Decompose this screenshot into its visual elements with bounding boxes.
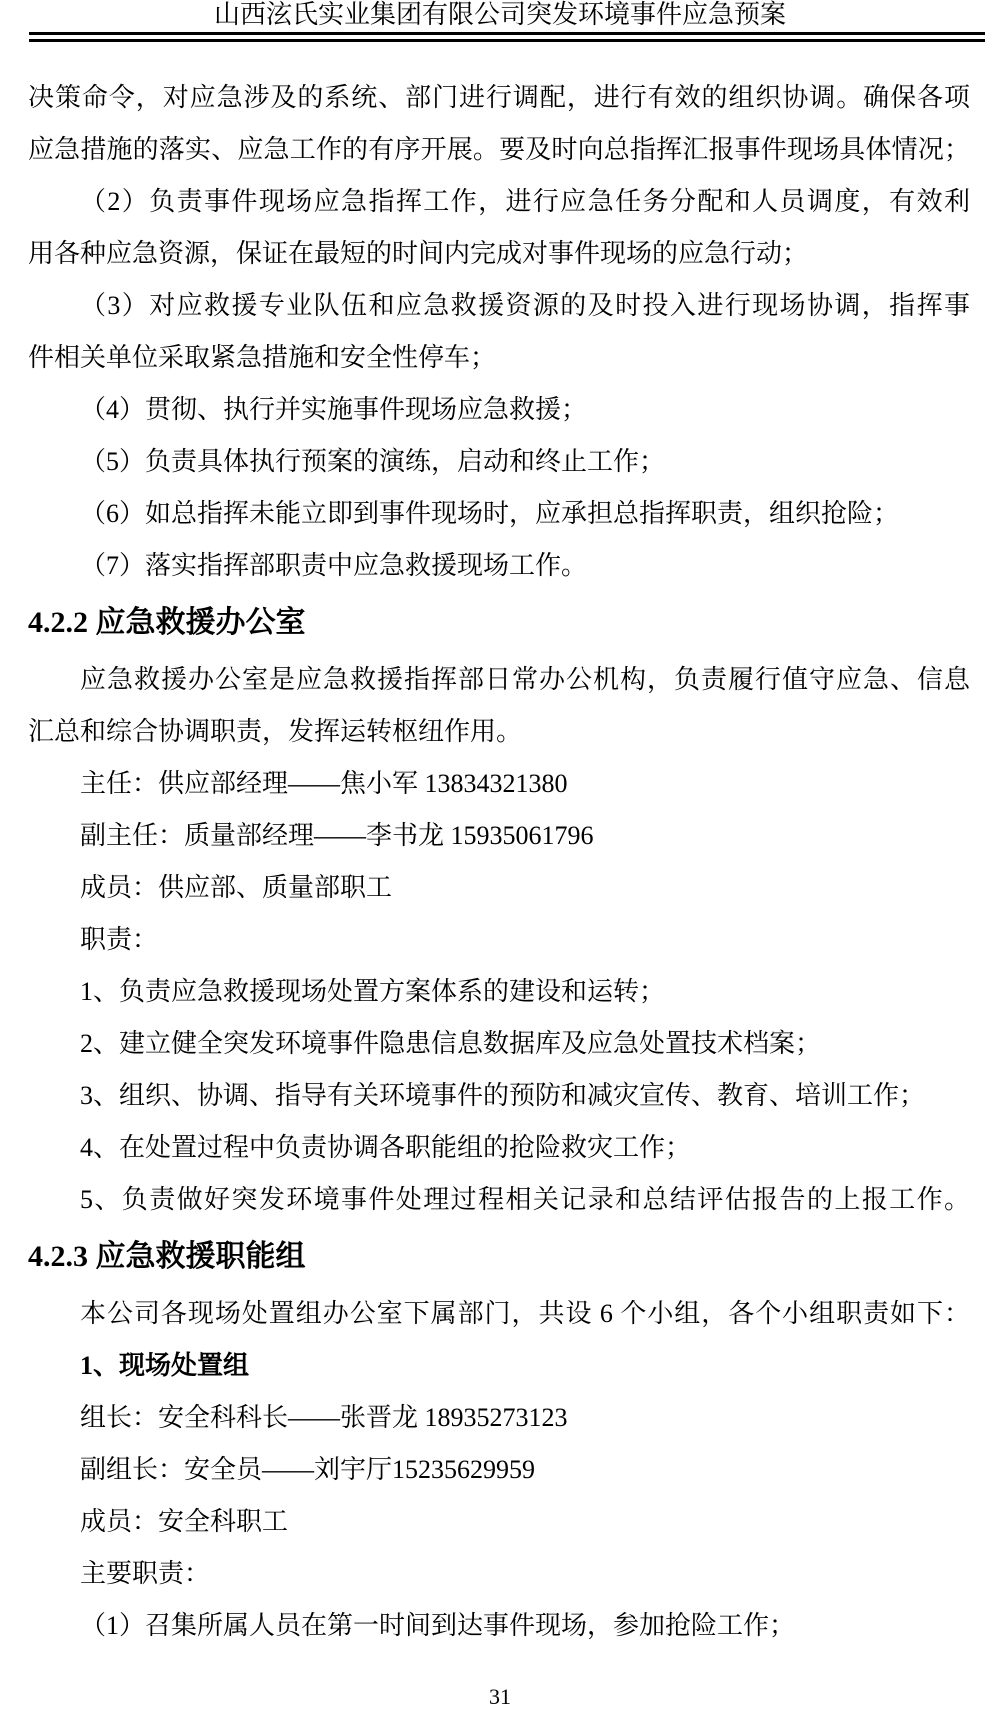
members-line: 成员：供应部、质量部职工 bbox=[80, 873, 393, 902]
page-number: 31 bbox=[489, 1684, 511, 1709]
section-heading-4-2-2: 4.2.2 应急救援办公室 bbox=[28, 606, 306, 639]
header-divider bbox=[29, 32, 985, 42]
duty-item: （1）召集所属人员在第一时间到达事件现场，参加抢险工作； bbox=[80, 1611, 796, 1640]
section-heading-4-2-3: 4.2.3 应急救援职能组 bbox=[28, 1240, 306, 1273]
body-line: 件相关单位采取紧急措施和安全性停车； bbox=[28, 343, 497, 372]
contact-line-director: 主任：供应部经理——焦小军 13834321380 bbox=[80, 769, 568, 798]
body-line: （5）负责具体执行预案的演练，启动和终止工作； bbox=[80, 447, 666, 476]
body-line: （2）负责事件现场应急指挥工作，进行应急任务分配和人员调度，有效利 bbox=[80, 187, 970, 216]
body-line: 本公司各现场处置组办公室下属部门，共设 6 个小组，各个小组职责如下： bbox=[80, 1299, 970, 1328]
body-line: 汇总和综合协调职责，发挥运转枢纽作用。 bbox=[28, 717, 523, 746]
body-line: （3）对应救援专业队伍和应急救援资源的及时投入进行现场协调，指挥事 bbox=[80, 291, 970, 320]
duty-item: 4、在处置过程中负责协调各职能组的抢险救灾工作； bbox=[80, 1133, 692, 1162]
body-line: 应急措施的落实、应急工作的有序开展。要及时向总指挥汇报事件现场具体情况； bbox=[28, 135, 970, 164]
duty-item: 5、负责做好突发环境事件处理过程相关记录和总结评估报告的上报工作。 bbox=[80, 1185, 970, 1214]
duty-item: 3、组织、协调、指导有关环境事件的预防和减灾宣传、教育、培训工作； bbox=[80, 1081, 926, 1110]
contact-line-deputy-leader: 副组长：安全员——刘宇厅15235629959 bbox=[80, 1455, 536, 1484]
body-line: （7）落实指挥部职责中应急救援现场工作。 bbox=[80, 551, 588, 580]
body-line: （4）贯彻、执行并实施事件现场应急救援； bbox=[80, 395, 588, 424]
body-line: 决策命令，对应急涉及的系统、部门进行调配，进行有效的组织协调。确保各项 bbox=[28, 83, 970, 112]
duties-label: 职责： bbox=[80, 925, 159, 954]
page-header-title: 山西泫氏实业集团有限公司突发环境事件应急预案 bbox=[213, 0, 786, 29]
subgroup-heading: 1、现场处置组 bbox=[80, 1351, 250, 1380]
contact-line-deputy-director: 副主任：质量部经理——李书龙 15935061796 bbox=[80, 821, 594, 850]
body-line: 用各种应急资源，保证在最短的时间内完成对事件现场的应急行动； bbox=[28, 239, 809, 268]
contact-line-leader: 组长：安全科科长——张晋龙 18935273123 bbox=[80, 1403, 568, 1432]
duty-item: 1、负责应急救援现场处置方案体系的建设和运转； bbox=[80, 977, 666, 1006]
members-line: 成员：安全科职工 bbox=[80, 1507, 289, 1536]
duty-item: 2、建立健全突发环境事件隐患信息数据库及应急处置技术档案； bbox=[80, 1029, 822, 1058]
duties-label: 主要职责： bbox=[80, 1559, 211, 1588]
body-line: （6）如总指挥未能立即到事件现场时，应承担总指挥职责，组织抢险； bbox=[80, 499, 900, 528]
body-line: 应急救援办公室是应急救援指挥部日常办公机构，负责履行值守应急、信息 bbox=[80, 665, 970, 694]
document-body bbox=[28, 72, 970, 1652]
